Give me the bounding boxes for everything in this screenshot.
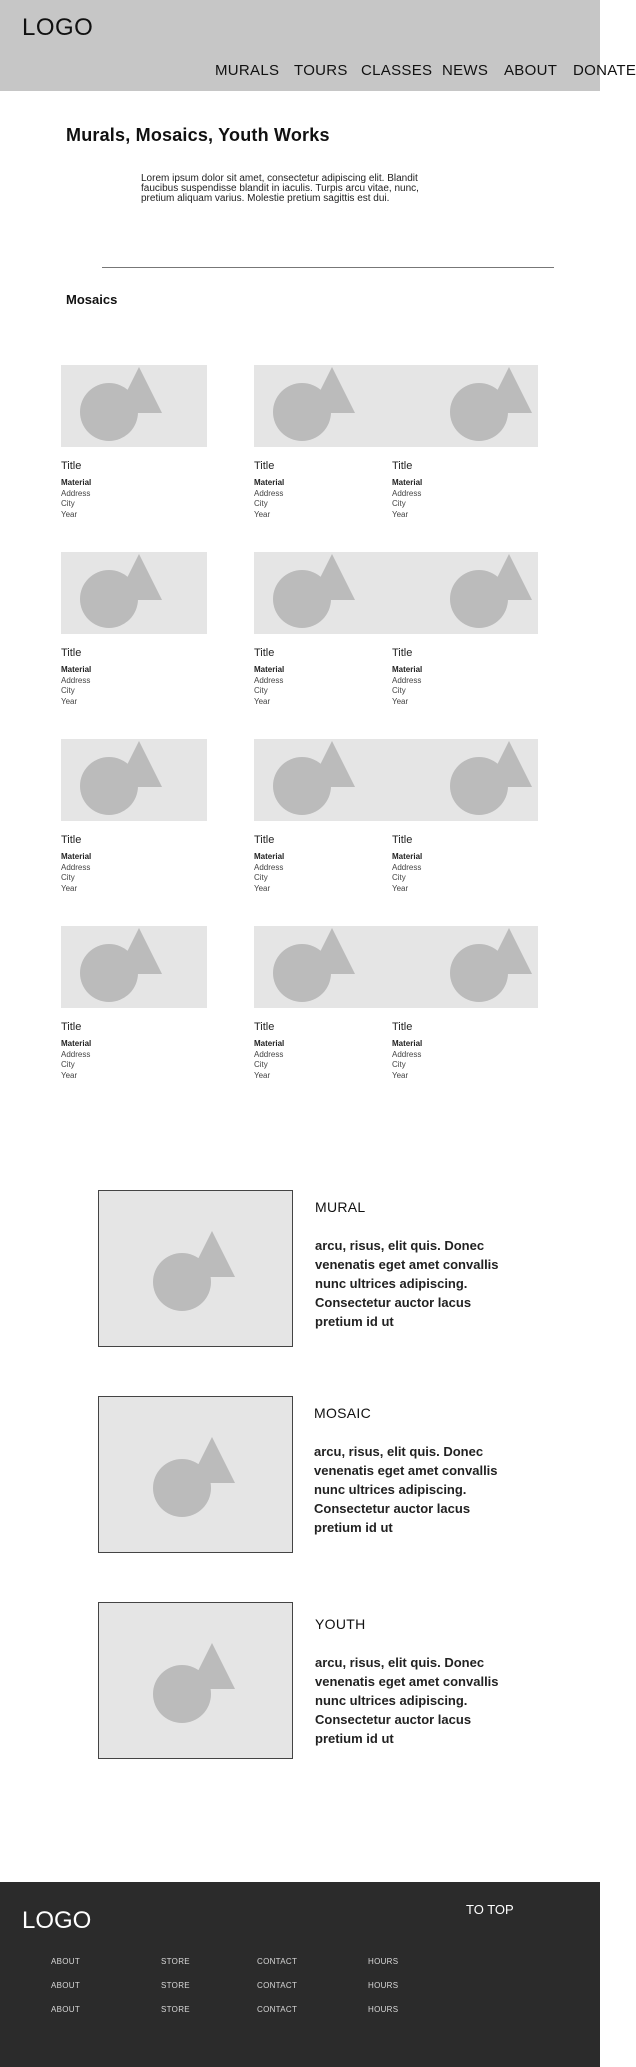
nav-about[interactable]: ABOUT xyxy=(504,62,558,79)
site-header xyxy=(0,0,636,91)
mosaic-thumbnail[interactable] xyxy=(254,926,538,1008)
card-meta xyxy=(392,478,422,520)
card-material: Material xyxy=(254,852,285,861)
footer-logo[interactable]: LOGO xyxy=(22,1907,92,1934)
card-title: Title xyxy=(254,834,275,846)
card-city: City xyxy=(392,686,406,695)
card-address: Address xyxy=(254,862,284,872)
feature-body-mosaic: arcu, risus, elit quis. Donec venenatis eget amet convallis nunc ultrices adipiscing. Consectetur auctor lacus pretium id ut xyxy=(314,1444,498,1535)
card-year: Year xyxy=(254,1070,271,1080)
card-material: Material xyxy=(254,1039,285,1048)
card-year: Year xyxy=(392,696,409,706)
image-placeholder-icon xyxy=(116,741,162,787)
image-placeholder-icon xyxy=(309,928,355,974)
card-title: Title xyxy=(61,834,82,846)
card-meta xyxy=(61,1039,91,1081)
card-city: City xyxy=(61,873,75,882)
card-year: Year xyxy=(61,883,78,893)
card-year: Year xyxy=(392,1070,409,1080)
footer-link-store[interactable]: STORE xyxy=(161,2005,190,2014)
card-title: Title xyxy=(392,1021,413,1033)
card-address: Address xyxy=(61,488,91,498)
nav-murals[interactable]: MURALS xyxy=(215,62,280,79)
card-title: Title xyxy=(254,647,275,659)
card-title: Title xyxy=(61,460,82,472)
card-address: Address xyxy=(392,488,422,498)
mosaic-thumbnail[interactable] xyxy=(254,552,538,634)
card-address: Address xyxy=(61,1049,91,1059)
card-meta xyxy=(392,1039,422,1081)
card-material: Material xyxy=(392,478,423,487)
footer-link-contact[interactable]: CONTACT xyxy=(257,2005,298,2014)
image-placeholder-icon xyxy=(486,928,532,974)
card-material: Material xyxy=(61,1039,92,1048)
card-material: Material xyxy=(392,1039,423,1048)
card-material: Material xyxy=(61,852,92,861)
card-meta xyxy=(61,478,91,520)
feature-body-youth: arcu, risus, elit quis. Donec venenatis eget amet convallis nunc ultrices adipiscing. Consectetur auctor lacus pretium id ut xyxy=(315,1655,499,1746)
card-material: Material xyxy=(392,665,423,674)
card-material: Material xyxy=(392,852,423,861)
logo[interactable]: LOGO xyxy=(22,14,94,41)
card-meta xyxy=(254,478,284,520)
card-meta xyxy=(392,852,422,894)
card-year: Year xyxy=(254,883,271,893)
footer-link-contact[interactable]: CONTACT xyxy=(257,1957,298,1966)
card-title: Title xyxy=(392,834,413,846)
nav-tours[interactable]: TOURS xyxy=(294,62,348,79)
feature-heading-mural: MURAL xyxy=(315,1199,366,1215)
mosaic-thumbnail[interactable] xyxy=(254,365,538,447)
image-placeholder-icon xyxy=(309,554,355,600)
card-title: Title xyxy=(61,647,82,659)
card-year: Year xyxy=(61,1070,78,1080)
footer-link-store[interactable]: STORE xyxy=(161,1957,190,1966)
card-address: Address xyxy=(61,862,91,872)
card-city: City xyxy=(61,499,75,508)
image-placeholder-icon xyxy=(189,1231,235,1277)
image-placeholder-icon xyxy=(486,554,532,600)
image-placeholder-icon xyxy=(309,367,355,413)
image-placeholder-icon xyxy=(486,741,532,787)
footer-link-store[interactable]: STORE xyxy=(161,1981,190,1990)
image-placeholder-icon xyxy=(116,367,162,413)
image-placeholder-icon xyxy=(116,554,162,600)
card-city: City xyxy=(61,1060,75,1069)
card-address: Address xyxy=(254,1049,284,1059)
card-city: City xyxy=(254,873,268,882)
card-city: City xyxy=(392,499,406,508)
image-placeholder-icon xyxy=(189,1437,235,1483)
card-title: Title xyxy=(254,460,275,472)
card-city: City xyxy=(254,686,268,695)
feature-heading-mosaic: MOSAIC xyxy=(314,1405,372,1421)
footer-link-hours[interactable]: HOURS xyxy=(368,1981,399,1990)
card-city: City xyxy=(392,1060,406,1069)
to-top-link[interactable]: TO TOP xyxy=(466,1902,514,1917)
image-placeholder-icon xyxy=(486,367,532,413)
card-year: Year xyxy=(61,509,78,519)
image-placeholder-icon xyxy=(189,1643,235,1689)
card-meta xyxy=(254,665,284,707)
nav-donate[interactable]: DONATE xyxy=(573,62,636,79)
card-address: Address xyxy=(254,488,284,498)
section-title-mosaics: Mosaics xyxy=(66,292,118,307)
mosaic-thumbnail[interactable] xyxy=(61,552,207,634)
footer-link-hours[interactable]: HOURS xyxy=(368,1957,399,1966)
card-meta xyxy=(392,665,422,707)
card-address: Address xyxy=(392,1049,422,1059)
footer-link-hours[interactable]: HOURS xyxy=(368,2005,399,2014)
page-title: Murals, Mosaics, Youth Works xyxy=(66,125,330,145)
card-material: Material xyxy=(254,478,285,487)
card-city: City xyxy=(392,873,406,882)
card-meta xyxy=(61,665,91,707)
image-placeholder-icon xyxy=(116,928,162,974)
feature-image-mural[interactable] xyxy=(98,1190,293,1347)
feature-image-mosaic[interactable] xyxy=(98,1396,293,1553)
card-year: Year xyxy=(392,509,409,519)
footer-link-about[interactable]: ABOUT xyxy=(51,1957,81,1966)
card-city: City xyxy=(254,499,268,508)
feature-heading-youth: YOUTH xyxy=(315,1616,366,1632)
mosaic-thumbnail[interactable] xyxy=(254,739,538,821)
intro-paragraph: Lorem ipsum dolor sit amet, consectetur adipiscing elit. Blandit faucibus suspendisse blandit in iaculis. Turpis arcu vitae, nunc, pretium aliquam varius. Molestie pretium sagittis est dui. xyxy=(141,173,419,204)
card-city: City xyxy=(61,686,75,695)
card-year: Year xyxy=(61,696,78,706)
card-city: City xyxy=(254,1060,268,1069)
nav-classes[interactable]: CLASSES xyxy=(361,62,433,79)
card-year: Year xyxy=(392,883,409,893)
card-meta xyxy=(61,852,91,894)
card-title: Title xyxy=(392,647,413,659)
card-meta xyxy=(254,852,284,894)
footer-link-about[interactable]: ABOUT xyxy=(51,1981,81,1990)
card-meta xyxy=(254,1039,284,1081)
card-address: Address xyxy=(254,675,284,685)
mosaic-thumbnail[interactable] xyxy=(61,365,207,447)
card-address: Address xyxy=(61,675,91,685)
footer-link-contact[interactable]: CONTACT xyxy=(257,1981,298,1990)
feature-image-youth[interactable] xyxy=(98,1602,293,1759)
feature-body-mural: arcu, risus, elit quis. Donec venenatis eget amet convallis nunc ultrices adipiscing. Consectetur auctor lacus pretium id ut xyxy=(315,1238,499,1329)
card-material: Material xyxy=(254,665,285,674)
card-title: Title xyxy=(61,1021,82,1033)
image-placeholder-icon xyxy=(309,741,355,787)
card-address: Address xyxy=(392,675,422,685)
card-title: Title xyxy=(254,1021,275,1033)
card-address: Address xyxy=(392,862,422,872)
mosaic-thumbnail[interactable] xyxy=(61,739,207,821)
card-year: Year xyxy=(254,509,271,519)
card-title: Title xyxy=(392,460,413,472)
card-material: Material xyxy=(61,665,92,674)
divider xyxy=(102,267,554,268)
site-footer xyxy=(0,1882,600,2067)
card-year: Year xyxy=(254,696,271,706)
card-material: Material xyxy=(61,478,92,487)
footer-link-about[interactable]: ABOUT xyxy=(51,2005,81,2014)
nav-news[interactable]: NEWS xyxy=(442,62,489,79)
mosaic-thumbnail[interactable] xyxy=(61,926,207,1008)
